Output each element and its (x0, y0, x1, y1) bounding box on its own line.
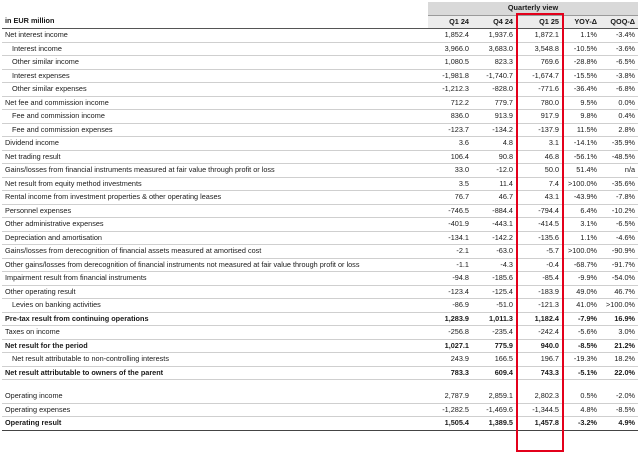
row-value: -3.4% (600, 29, 638, 43)
row-value: 1,011.3 (472, 312, 516, 326)
row-value: -6.5% (600, 218, 638, 232)
row-value: -2.0% (600, 390, 638, 403)
table-row (2, 110, 638, 124)
table-row (2, 403, 638, 417)
row-value: -137.9 (516, 123, 562, 137)
row-value: -6.8% (600, 83, 638, 97)
row-value: 917.9 (516, 110, 562, 124)
table-row (2, 366, 638, 380)
row-value: -142.2 (472, 231, 516, 245)
row-value: 1,182.4 (516, 312, 562, 326)
row-value: 9.5% (562, 96, 600, 110)
row-value: 1,872.1 (516, 29, 562, 43)
table-row (2, 123, 638, 137)
row-value: -35.9% (600, 137, 638, 151)
column-header-q1-24: Q1 24 (428, 15, 472, 29)
row-value: 3.0% (600, 326, 638, 340)
row-value: -125.4 (472, 285, 516, 299)
row-label: Other gains/losses from derecognition of financial instruments not measured at fair value through profit or loss (2, 258, 428, 272)
row-value: -414.5 (516, 218, 562, 232)
table-row (2, 150, 638, 164)
row-value: -7.9% (562, 312, 600, 326)
row-label: Operating expenses (2, 403, 428, 417)
table-row (2, 285, 638, 299)
row-value: 9.8% (562, 110, 600, 124)
row-value: 1,080.5 (428, 56, 472, 70)
row-value: 11.5% (562, 123, 600, 137)
row-value: -43.9% (562, 191, 600, 205)
row-value: -1,344.5 (516, 403, 562, 417)
row-value: -5.6% (562, 326, 600, 340)
row-value: -235.4 (472, 326, 516, 340)
row-value: 3.6 (428, 137, 472, 151)
row-value: -134.1 (428, 231, 472, 245)
row-value: -1,740.7 (472, 69, 516, 83)
row-value: -1,469.6 (472, 403, 516, 417)
row-label: Levies on banking activities (2, 299, 428, 313)
row-value: -123.4 (428, 285, 472, 299)
row-value: 16.9% (600, 312, 638, 326)
row-label: Gains/losses from financial instruments measured at fair value through profit or loss (2, 164, 428, 178)
row-value: -256.8 (428, 326, 472, 340)
row-value: 913.9 (472, 110, 516, 124)
table-row (2, 417, 638, 431)
row-value: 712.2 (428, 96, 472, 110)
row-value: 3,966.0 (428, 42, 472, 56)
row-value: 779.7 (472, 96, 516, 110)
row-value: -242.4 (516, 326, 562, 340)
row-value: 743.3 (516, 366, 562, 380)
row-value: -183.9 (516, 285, 562, 299)
row-value: -185.6 (472, 272, 516, 286)
column-header-yoy: YOY-Δ (562, 15, 600, 29)
table-row (2, 218, 638, 232)
row-value: -10.2% (600, 204, 638, 218)
row-label: Other operating result (2, 285, 428, 299)
row-value: 940.0 (516, 339, 562, 353)
row-value: 1,852.4 (428, 29, 472, 43)
row-value: 1,457.8 (516, 417, 562, 431)
row-value: 76.7 (428, 191, 472, 205)
row-value: -15.5% (562, 69, 600, 83)
section-spacer (2, 380, 638, 391)
table-row (2, 164, 638, 178)
row-value: -10.5% (562, 42, 600, 56)
row-value: 43.1 (516, 191, 562, 205)
row-value: -1,981.8 (428, 69, 472, 83)
row-value: -85.4 (516, 272, 562, 286)
row-value: -91.7% (600, 258, 638, 272)
row-value: n/a (600, 164, 638, 178)
row-value: -123.7 (428, 123, 472, 137)
row-value: -884.4 (472, 204, 516, 218)
row-value: 775.9 (472, 339, 516, 353)
row-value: >100.0% (562, 245, 600, 259)
row-value: 823.3 (472, 56, 516, 70)
row-value: -35.6% (600, 177, 638, 191)
row-value: 51.4% (562, 164, 600, 178)
row-value: -9.9% (562, 272, 600, 286)
row-value: 243.9 (428, 353, 472, 367)
table-row (2, 258, 638, 272)
row-value: 836.0 (428, 110, 472, 124)
row-value: 3,683.0 (472, 42, 516, 56)
row-value: -4.6% (600, 231, 638, 245)
row-value: 3.1% (562, 218, 600, 232)
row-value: -63.0 (472, 245, 516, 259)
table-row (2, 137, 638, 151)
row-label: Fee and commission expenses (2, 123, 428, 137)
row-value: 1.1% (562, 231, 600, 245)
column-header-q1-25: Q1 25 (516, 15, 562, 29)
row-label: Interest income (2, 42, 428, 56)
row-value: -121.3 (516, 299, 562, 313)
table-row (2, 353, 638, 367)
row-label: Interest expenses (2, 69, 428, 83)
table-row (2, 191, 638, 205)
row-value: 609.4 (472, 366, 516, 380)
table-row (2, 83, 638, 97)
row-value: -771.6 (516, 83, 562, 97)
row-value: 1,937.6 (472, 29, 516, 43)
row-value: 33.0 (428, 164, 472, 178)
row-value: -1,282.5 (428, 403, 472, 417)
table-row (2, 231, 638, 245)
table-row (2, 312, 638, 326)
row-value: -36.4% (562, 83, 600, 97)
row-label: Pre-tax result from continuing operations (2, 312, 428, 326)
row-label: Net result for the period (2, 339, 428, 353)
row-value: 1,389.5 (472, 417, 516, 431)
table-row (2, 339, 638, 353)
row-value: 50.0 (516, 164, 562, 178)
row-value: 0.4% (600, 110, 638, 124)
table-row (2, 272, 638, 286)
row-value: 46.7 (472, 191, 516, 205)
row-label: Depreciation and amortisation (2, 231, 428, 245)
table-row (2, 69, 638, 83)
quarterly-view-title: Quarterly view (428, 2, 638, 15)
row-value: -3.2% (562, 417, 600, 431)
row-label: Impairment result from financial instruments (2, 272, 428, 286)
row-value: 4.9% (600, 417, 638, 431)
row-value: 4.8% (562, 403, 600, 417)
row-label: Other similar income (2, 56, 428, 70)
row-label: Net result attributable to non-controlling interests (2, 353, 428, 367)
quarterly-view-row (2, 2, 638, 15)
row-label: Net result from equity method investments (2, 177, 428, 191)
row-label: Other administrative expenses (2, 218, 428, 232)
row-value: -794.4 (516, 204, 562, 218)
row-value: -5.1% (562, 366, 600, 380)
row-value: -3.8% (600, 69, 638, 83)
row-value: -1,674.7 (516, 69, 562, 83)
row-label: Operating income (2, 390, 428, 403)
row-value: 46.7% (600, 285, 638, 299)
row-value: 6.4% (562, 204, 600, 218)
row-value: -5.7 (516, 245, 562, 259)
row-value: 769.6 (516, 56, 562, 70)
row-value: 90.8 (472, 150, 516, 164)
row-value: -19.3% (562, 353, 600, 367)
row-value: -28.8% (562, 56, 600, 70)
row-value: 1,027.1 (428, 339, 472, 353)
row-value: 2,859.1 (472, 390, 516, 403)
table-row (2, 390, 638, 403)
row-value: -443.1 (472, 218, 516, 232)
table-row (2, 56, 638, 70)
financial-table (2, 2, 638, 431)
row-value: -135.6 (516, 231, 562, 245)
row-value: -3.6% (600, 42, 638, 56)
row-label: Dividend income (2, 137, 428, 151)
row-value: -4.3 (472, 258, 516, 272)
unit-label: in EUR million (2, 15, 428, 29)
row-label: Net trading result (2, 150, 428, 164)
row-value: 49.0% (562, 285, 600, 299)
row-value: 18.2% (600, 353, 638, 367)
row-value: -94.8 (428, 272, 472, 286)
row-value: 106.4 (428, 150, 472, 164)
row-label: Operating result (2, 417, 428, 431)
row-value: -48.5% (600, 150, 638, 164)
column-header-q4-24: Q4 24 (472, 15, 516, 29)
row-value: 46.8 (516, 150, 562, 164)
row-value: 3.1 (516, 137, 562, 151)
row-value: 4.8 (472, 137, 516, 151)
row-value: 783.3 (428, 366, 472, 380)
row-value: 11.4 (472, 177, 516, 191)
row-label: Gains/losses from derecognition of financial assets measured at amortised cost (2, 245, 428, 259)
row-value: 1,505.4 (428, 417, 472, 431)
row-value: 0.5% (562, 390, 600, 403)
row-value: 196.7 (516, 353, 562, 367)
column-header-row (2, 15, 638, 29)
row-value: 166.5 (472, 353, 516, 367)
table-row (2, 42, 638, 56)
row-value: -7.8% (600, 191, 638, 205)
row-value: 3.5 (428, 177, 472, 191)
row-value: -2.1 (428, 245, 472, 259)
row-value: >100.0% (562, 177, 600, 191)
table-row (2, 204, 638, 218)
row-value: -0.4 (516, 258, 562, 272)
row-value: -14.1% (562, 137, 600, 151)
row-value: 780.0 (516, 96, 562, 110)
row-value: 2,802.3 (516, 390, 562, 403)
row-value: -8.5% (562, 339, 600, 353)
row-label: Other similar expenses (2, 83, 428, 97)
row-value: 0.0% (600, 96, 638, 110)
row-value: 7.4 (516, 177, 562, 191)
table-row (2, 245, 638, 259)
row-value: 22.0% (600, 366, 638, 380)
row-label: Rental income from investment properties & other operating leases (2, 191, 428, 205)
row-value: -51.0 (472, 299, 516, 313)
row-value: -68.7% (562, 258, 600, 272)
row-value: -8.5% (600, 403, 638, 417)
row-value: 41.0% (562, 299, 600, 313)
row-label: Fee and commission income (2, 110, 428, 124)
table-row (2, 29, 638, 43)
row-value: 1.1% (562, 29, 600, 43)
row-value: -86.9 (428, 299, 472, 313)
row-value: -12.0 (472, 164, 516, 178)
row-value: 1,283.9 (428, 312, 472, 326)
table-row (2, 299, 638, 313)
row-value: >100.0% (600, 299, 638, 313)
row-value: -1,212.3 (428, 83, 472, 97)
row-label: Net fee and commission income (2, 96, 428, 110)
row-value: -54.0% (600, 272, 638, 286)
row-value: -401.9 (428, 218, 472, 232)
row-value: -1.1 (428, 258, 472, 272)
row-value: -6.5% (600, 56, 638, 70)
row-value: 21.2% (600, 339, 638, 353)
table-row (2, 177, 638, 191)
row-value: -56.1% (562, 150, 600, 164)
row-value: -746.5 (428, 204, 472, 218)
row-label: Net interest income (2, 29, 428, 43)
row-value: -828.0 (472, 83, 516, 97)
row-value: -90.9% (600, 245, 638, 259)
table-row (2, 326, 638, 340)
table-row (2, 96, 638, 110)
row-label: Net result attributable to owners of the parent (2, 366, 428, 380)
row-value: 2,787.9 (428, 390, 472, 403)
row-value: 2.8% (600, 123, 638, 137)
row-value: 3,548.8 (516, 42, 562, 56)
row-value: -134.2 (472, 123, 516, 137)
row-label: Personnel expenses (2, 204, 428, 218)
row-label: Taxes on income (2, 326, 428, 340)
column-header-qoq: QOQ-Δ (600, 15, 638, 29)
